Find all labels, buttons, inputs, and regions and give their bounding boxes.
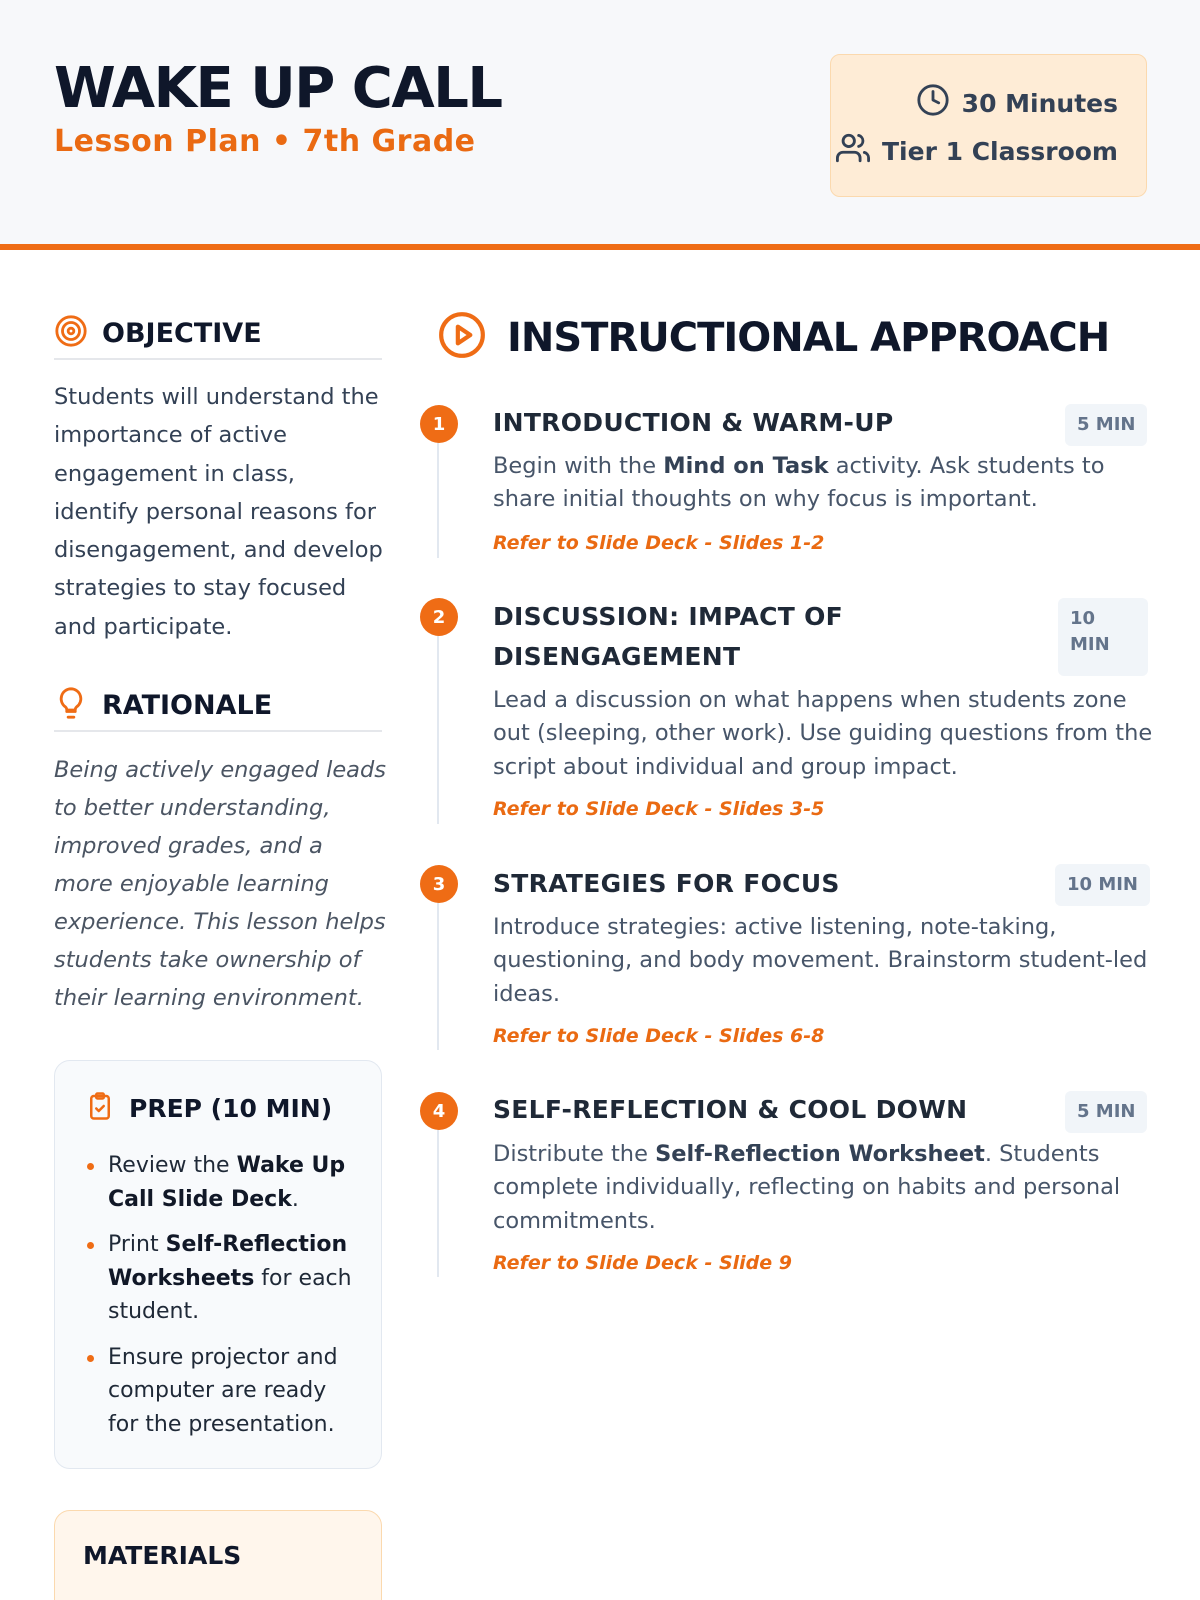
step-slide-reference: Refer to Slide Deck - Slide 9 bbox=[493, 1252, 792, 1274]
timeline-connector bbox=[437, 632, 439, 824]
step-duration-badge: 5 MIN bbox=[1065, 1091, 1147, 1133]
materials-box bbox=[54, 1510, 382, 1600]
step-number: 1 bbox=[420, 405, 458, 443]
objective-header bbox=[54, 308, 382, 360]
step-slide-reference: Refer to Slide Deck - Slides 1-2 bbox=[493, 532, 825, 554]
list-item: Print Self-Reflection Worksheets for each student. bbox=[85, 1228, 355, 1329]
prep-label: PREP (10 MIN) bbox=[129, 1094, 333, 1123]
step-title: INTRODUCTION & WARM-UP bbox=[493, 408, 894, 437]
clipboard-check-icon bbox=[85, 1091, 115, 1126]
step-duration-badge: 5 MIN bbox=[1065, 404, 1147, 446]
objective-label: OBJECTIVE bbox=[102, 317, 262, 349]
materials-label: MATERIALS bbox=[83, 1541, 242, 1570]
duration-row bbox=[916, 83, 1118, 123]
play-circle-icon bbox=[437, 310, 487, 365]
rationale-text: Being actively engaged leads to better understanding, improved grades, and a more enjoyable learning experience. This lesson helps students take ownership of their learning environment. bbox=[54, 757, 386, 1011]
setting-text: Tier 1 Classroom bbox=[882, 136, 1118, 166]
timeline-connector bbox=[437, 1125, 439, 1277]
objective-text: Students will understand the importance of active engagement in class, identify personal reasons for disengagement, and develop strategies to stay focused and participate. bbox=[54, 384, 383, 640]
prep-header bbox=[85, 1091, 332, 1126]
lesson-header bbox=[0, 0, 1200, 250]
step-description: Begin with the Mind on Task activity. Ask students to share initial thoughts on why focus is important. bbox=[493, 453, 1105, 513]
list-item: Review the Wake Up Call Slide Deck. bbox=[85, 1149, 355, 1216]
timeline-connector bbox=[437, 438, 439, 558]
list-item: Ensure projector and computer are ready for the presentation. bbox=[85, 1341, 355, 1442]
duration-text: 30 Minutes bbox=[961, 88, 1118, 118]
prep-list bbox=[85, 1149, 355, 1453]
step-duration-badge: 10 MIN bbox=[1058, 598, 1148, 676]
step-slide-reference: Refer to Slide Deck - Slides 3-5 bbox=[493, 798, 825, 820]
approach-label: INSTRUCTIONAL APPROACH bbox=[507, 314, 1110, 361]
step-title: DISCUSSION: IMPACT OF DISENGAGEMENT bbox=[493, 602, 844, 671]
timeline-connector bbox=[437, 900, 439, 1050]
step-number: 2 bbox=[420, 598, 458, 636]
lesson-info-card bbox=[830, 54, 1147, 197]
approach-header bbox=[437, 310, 1109, 365]
rationale-label: RATIONALE bbox=[102, 689, 273, 721]
step-number: 3 bbox=[420, 865, 458, 903]
target-icon bbox=[54, 314, 88, 353]
step-duration-badge: 10 MIN bbox=[1055, 864, 1150, 906]
rationale-header bbox=[54, 680, 382, 732]
step-description: Distribute the Self-Reflection Worksheet. Students complete individually, reflecting on habits and personal commitments. bbox=[493, 1141, 1121, 1234]
users-icon bbox=[836, 131, 870, 171]
step-title: STRATEGIES FOR FOCUS bbox=[493, 869, 840, 898]
step-description: Lead a discussion on what happens when students zone out (sleeping, other work). Use guiding questions from the script about individual and group impact. bbox=[493, 687, 1153, 780]
lightbulb-icon bbox=[54, 686, 88, 725]
clock-icon bbox=[916, 83, 950, 123]
lesson-subtitle: Lesson Plan • 7th Grade bbox=[54, 124, 476, 159]
step-number: 4 bbox=[420, 1092, 458, 1130]
step-description: Introduce strategies: active listening, note-taking, questioning, and body movement. Brainstorm student-led ideas. bbox=[493, 914, 1148, 1007]
step-slide-reference: Refer to Slide Deck - Slides 6-8 bbox=[493, 1025, 825, 1047]
lesson-title: WAKE UP CALL bbox=[54, 56, 502, 121]
setting-row bbox=[836, 131, 1118, 171]
step-title: SELF-REFLECTION & COOL DOWN bbox=[493, 1095, 968, 1124]
prep-box bbox=[54, 1060, 382, 1469]
